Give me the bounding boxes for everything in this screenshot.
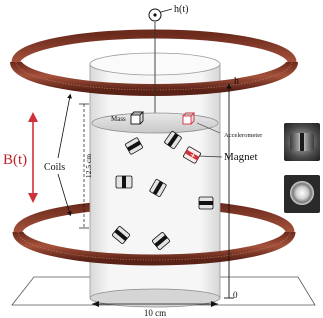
coil-separation-label: 12.5 cm — [84, 153, 93, 179]
accelerometer-label: Accelerometer — [224, 132, 263, 139]
coils-label: Coils — [44, 162, 66, 173]
magnet-photo-top — [284, 175, 320, 213]
height-axis — [224, 86, 234, 298]
coils-arrow-upper — [58, 96, 70, 158]
magnet-photo-side-band — [300, 133, 304, 151]
magnet-photo-side — [284, 123, 320, 161]
magnet — [199, 197, 213, 209]
h-function-label: h(t) — [174, 4, 189, 15]
diameter-label: 10 cm — [143, 308, 167, 318]
height-axis-label: h — [234, 76, 239, 87]
pulley-icon — [149, 9, 161, 21]
magnet-label: Magnet — [224, 151, 258, 163]
height-zero-label: 0 — [233, 290, 238, 300]
magnet — [116, 176, 132, 188]
field-arrow-up-head — [28, 112, 38, 122]
mass-label: Mass — [111, 115, 126, 123]
field-label: B(t) — [3, 152, 28, 168]
magnet-photo-top-disc — [290, 181, 314, 205]
field-arrow-down-head — [28, 193, 38, 203]
h-function-leader — [161, 9, 172, 12]
